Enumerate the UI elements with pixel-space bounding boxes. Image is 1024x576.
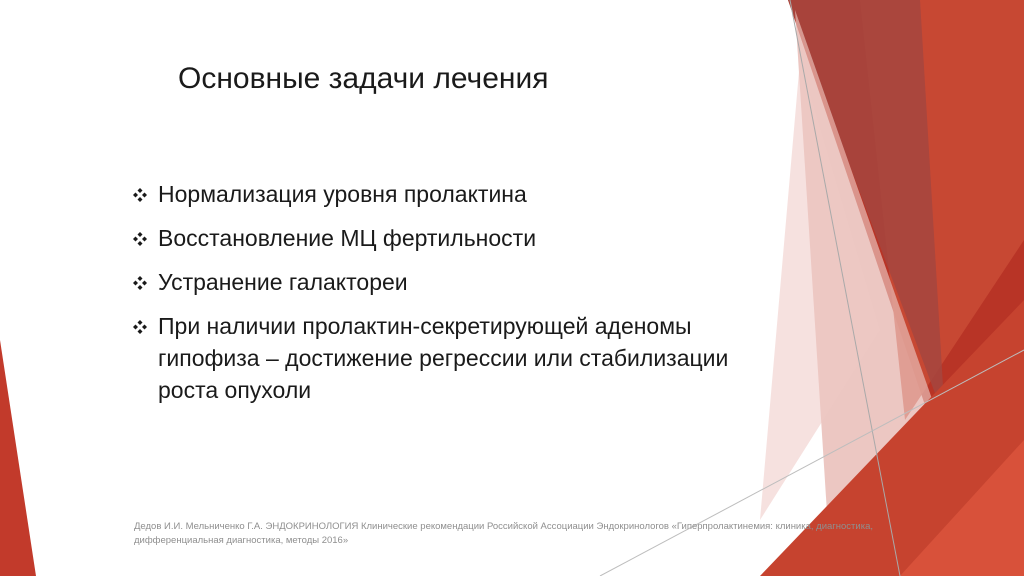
bullet-item — [130, 310, 780, 406]
bullet-item — [130, 178, 780, 210]
bullet-text: Устранение галактореи — [158, 269, 408, 295]
diamond-bullet-icon — [132, 319, 148, 335]
diamond-bullet-icon — [132, 231, 148, 247]
bullet-list — [130, 178, 780, 418]
bullet-item — [130, 266, 780, 298]
left-red-strip — [0, 340, 36, 576]
diamond-bullet-icon — [132, 187, 148, 203]
diamond-bullet-icon — [132, 275, 148, 291]
bullet-text: Нормализация уровня пролактина — [158, 181, 527, 207]
slide-title: Основные задачи лечения — [178, 62, 549, 95]
source-citation: Дедов И.И. Мельниченко Г.А. ЭНДОКРИНОЛОГИЯ Клинические рекомендации Российской Ассоциации Эндокринологов «Гиперпролактинемия: клиника, диагностика, дифференциальная диагностика, методы 2016» — [134, 521, 873, 546]
bullet-item — [130, 222, 780, 254]
bullet-text: При наличии пролактин-секретирующей аденомы гипофиза – достижение регрессии или стабилизации роста опухоли — [158, 313, 729, 403]
bullet-text: Восстановление МЦ фертильности — [158, 225, 537, 251]
